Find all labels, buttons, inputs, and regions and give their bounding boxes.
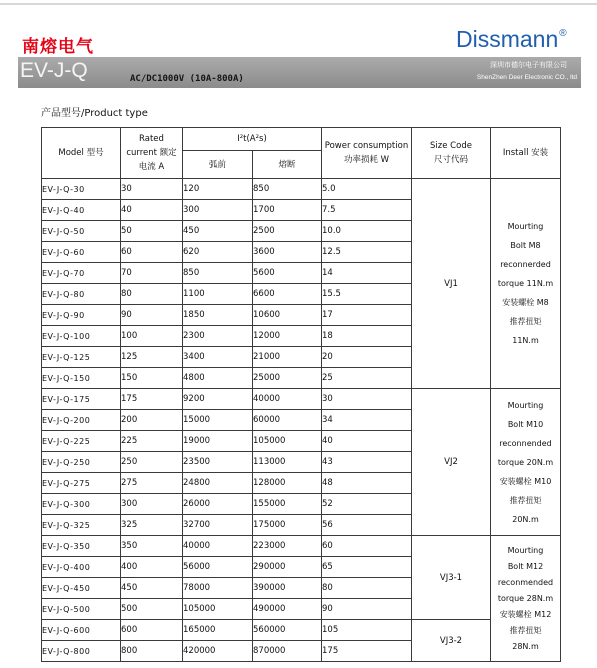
- header-rated-line: 电流 A: [138, 162, 165, 172]
- cell-model: EV-J-Q-100: [42, 326, 121, 347]
- install-note-line: 推荐扭矩: [509, 317, 542, 326]
- install-note-line: torque 11N.m: [497, 279, 554, 288]
- cell-rated: 100: [121, 326, 183, 347]
- cell-power: 12.5: [322, 242, 412, 263]
- cell-pre-arc: 1850: [183, 305, 253, 326]
- cell-power: 60: [322, 536, 412, 557]
- header-total-clearing: 熔断: [253, 151, 322, 179]
- cell-pre-arc: 300: [183, 200, 253, 221]
- cell-model: EV-J-Q-400: [42, 557, 121, 578]
- product-type-table: [41, 127, 561, 662]
- install-note-line: 28N.m: [512, 641, 539, 651]
- cell-model: EV-J-Q-40: [42, 200, 121, 221]
- cell-power: 34: [322, 410, 412, 431]
- cell-total: 560000: [253, 620, 322, 641]
- cell-pre-arc: 165000: [183, 620, 253, 641]
- header-rated-line: Rated: [139, 134, 164, 144]
- cell-power: 15.5: [322, 284, 412, 305]
- cell-size-code: VJ2: [412, 389, 491, 536]
- install-note-line: Mourting: [507, 222, 544, 231]
- cell-power: 17: [322, 305, 412, 326]
- cell-pre-arc: 105000: [183, 599, 253, 620]
- cell-pre-arc: 450: [183, 221, 253, 242]
- cell-size-code: VJ1: [412, 179, 491, 389]
- cell-power: 65: [322, 557, 412, 578]
- company-name-chinese: 深圳市德尔电子有限公司: [490, 61, 567, 69]
- header-power-line: Power consumption: [324, 141, 409, 151]
- cell-power: 40: [322, 431, 412, 452]
- cell-power: 80: [322, 578, 412, 599]
- header-power-line: 功率损耗 W: [343, 155, 390, 165]
- cell-rated: 150: [121, 368, 183, 389]
- table-row: [42, 620, 561, 641]
- header-size-code: [412, 128, 491, 179]
- cell-power: 90: [322, 599, 412, 620]
- cell-install-note: [491, 389, 561, 536]
- cell-rated: 300: [121, 494, 183, 515]
- cell-rated: 125: [121, 347, 183, 368]
- cell-power: 7.5: [322, 200, 412, 221]
- cell-rated: 40: [121, 200, 183, 221]
- cell-total: 2500: [253, 221, 322, 242]
- cell-pre-arc: 24800: [183, 473, 253, 494]
- cell-model: EV-J-Q-350: [42, 536, 121, 557]
- cell-rated: 350: [121, 536, 183, 557]
- header-install: Install 安装: [491, 128, 561, 179]
- cell-power: 25: [322, 368, 412, 389]
- cell-total: 490000: [253, 599, 322, 620]
- cell-model: EV-J-Q-500: [42, 599, 121, 620]
- cell-rated: 200: [121, 410, 183, 431]
- brand-name-chinese: 南熔电气: [22, 37, 94, 57]
- header-i2t: I²t(A²s): [183, 128, 322, 151]
- cell-total: 3600: [253, 242, 322, 263]
- cell-model: EV-J-Q-150: [42, 368, 121, 389]
- cell-power: 18: [322, 326, 412, 347]
- install-note-line: Mourting: [507, 400, 544, 410]
- cell-power: 30: [322, 389, 412, 410]
- cell-rated: 225: [121, 431, 183, 452]
- cell-pre-arc: 56000: [183, 557, 253, 578]
- header-rated-current: [121, 128, 183, 179]
- cell-total: 390000: [253, 578, 322, 599]
- cell-total: 21000: [253, 347, 322, 368]
- cell-total: 40000: [253, 389, 322, 410]
- cell-install-note: [491, 536, 561, 662]
- table-row: [42, 536, 561, 557]
- header-power-consumption: [322, 128, 412, 179]
- cell-rated: 400: [121, 557, 183, 578]
- install-note-line: 11N.m: [512, 336, 539, 345]
- cell-model: EV-J-Q-90: [42, 305, 121, 326]
- cell-power: 56: [322, 515, 412, 536]
- cell-rated: 500: [121, 599, 183, 620]
- section-title: 产品型号/Product type: [41, 108, 148, 119]
- cell-pre-arc: 19000: [183, 431, 253, 452]
- cell-power: 52: [322, 494, 412, 515]
- install-note-line: Bolt M8: [510, 241, 541, 250]
- install-note-line: 安装螺栓 M8: [502, 298, 549, 307]
- cell-total: 223000: [253, 536, 322, 557]
- install-note-line: reconmended: [497, 577, 554, 587]
- header-size-line: 尺寸代码: [433, 155, 468, 165]
- cell-total: 25000: [253, 368, 322, 389]
- cell-power: 10.0: [322, 221, 412, 242]
- cell-rated: 325: [121, 515, 183, 536]
- cell-model: EV-J-Q-200: [42, 410, 121, 431]
- registered-mark: ®: [559, 28, 567, 39]
- install-note-line: reconnended: [499, 438, 552, 448]
- cell-rated: 450: [121, 578, 183, 599]
- install-note-line: torque 20N.m: [497, 457, 554, 467]
- cell-total: 850: [253, 179, 322, 200]
- voltage-current-rating: AC/DC1000V (10A-800A): [130, 74, 244, 84]
- cell-model: EV-J-Q-175: [42, 389, 121, 410]
- cell-model: EV-J-Q-70: [42, 263, 121, 284]
- install-note-line: 安装螺栓 M12: [499, 609, 552, 619]
- cell-total: 12000: [253, 326, 322, 347]
- cell-model: EV-J-Q-800: [42, 641, 121, 662]
- cell-pre-arc: 4800: [183, 368, 253, 389]
- install-note-line: 推荐扭矩: [509, 495, 542, 505]
- header-rated-line: current 额定: [126, 148, 177, 158]
- cell-total: 60000: [253, 410, 322, 431]
- product-series-code: EV-J-Q: [20, 59, 88, 82]
- cell-model: EV-J-Q-600: [42, 620, 121, 641]
- cell-pre-arc: 9200: [183, 389, 253, 410]
- cell-model: EV-J-Q-250: [42, 452, 121, 473]
- install-note-line: torque 28N.m: [497, 593, 554, 603]
- cell-rated: 70: [121, 263, 183, 284]
- cell-pre-arc: 2300: [183, 326, 253, 347]
- cell-power: 14: [322, 263, 412, 284]
- top-divider: [0, 3, 597, 5]
- table-row: [42, 389, 561, 410]
- cell-pre-arc: 32700: [183, 515, 253, 536]
- cell-model: EV-J-Q-325: [42, 515, 121, 536]
- header-pre-arcing: 弧前: [183, 151, 253, 179]
- cell-total: 128000: [253, 473, 322, 494]
- cell-model: EV-J-Q-225: [42, 431, 121, 452]
- install-note-line: Mourting: [507, 545, 544, 555]
- cell-rated: 90: [121, 305, 183, 326]
- cell-model: EV-J-Q-60: [42, 242, 121, 263]
- table-body: [42, 179, 561, 662]
- cell-total: 155000: [253, 494, 322, 515]
- install-note-line: Bolt M12: [507, 561, 544, 571]
- cell-rated: 175: [121, 389, 183, 410]
- cell-install-note: [491, 179, 561, 389]
- install-note-line: 20N.m: [512, 514, 539, 524]
- cell-model: EV-J-Q-300: [42, 494, 121, 515]
- cell-model: EV-J-Q-275: [42, 473, 121, 494]
- cell-total: 10600: [253, 305, 322, 326]
- cell-power: 5.0: [322, 179, 412, 200]
- cell-power: 105: [322, 620, 412, 641]
- cell-pre-arc: 15000: [183, 410, 253, 431]
- header-size-line: Size Code: [430, 141, 472, 151]
- cell-rated: 80: [121, 284, 183, 305]
- cell-pre-arc: 850: [183, 263, 253, 284]
- product-banner: [18, 57, 581, 88]
- cell-power: 43: [322, 452, 412, 473]
- cell-total: 105000: [253, 431, 322, 452]
- cell-size-code: VJ3-1: [412, 536, 491, 620]
- cell-size-code: VJ3-2: [412, 620, 491, 662]
- cell-rated: 250: [121, 452, 183, 473]
- cell-model: EV-J-Q-125: [42, 347, 121, 368]
- brand-logo: [456, 26, 567, 53]
- cell-pre-arc: 78000: [183, 578, 253, 599]
- cell-total: 870000: [253, 641, 322, 662]
- install-note-line: 安装螺栓 M10: [499, 476, 552, 486]
- cell-rated: 600: [121, 620, 183, 641]
- cell-rated: 50: [121, 221, 183, 242]
- cell-model: EV-J-Q-450: [42, 578, 121, 599]
- cell-total: 6600: [253, 284, 322, 305]
- company-name-english: ShenZhen Deer Electronic CO., ltd: [476, 74, 577, 81]
- install-note-line: 推荐扭矩: [509, 625, 542, 635]
- install-note-line: reconnerded: [500, 260, 551, 269]
- cell-model: EV-J-Q-30: [42, 179, 121, 200]
- cell-total: 5600: [253, 263, 322, 284]
- cell-total: 290000: [253, 557, 322, 578]
- cell-rated: 60: [121, 242, 183, 263]
- cell-rated: 800: [121, 641, 183, 662]
- install-note-line: Bolt M10: [507, 419, 544, 429]
- cell-power: 20: [322, 347, 412, 368]
- cell-pre-arc: 620: [183, 242, 253, 263]
- cell-rated: 275: [121, 473, 183, 494]
- brand-name-english: Dissmann: [456, 26, 559, 52]
- cell-pre-arc: 23500: [183, 452, 253, 473]
- cell-total: 1700: [253, 200, 322, 221]
- cell-pre-arc: 3400: [183, 347, 253, 368]
- cell-total: 113000: [253, 452, 322, 473]
- cell-power: 48: [322, 473, 412, 494]
- table-row: [42, 179, 561, 200]
- cell-pre-arc: 26000: [183, 494, 253, 515]
- cell-pre-arc: 420000: [183, 641, 253, 662]
- cell-pre-arc: 1100: [183, 284, 253, 305]
- cell-rated: 30: [121, 179, 183, 200]
- cell-total: 175000: [253, 515, 322, 536]
- cell-model: EV-J-Q-80: [42, 284, 121, 305]
- header-model: Model 型号: [42, 128, 121, 179]
- cell-model: EV-J-Q-50: [42, 221, 121, 242]
- cell-pre-arc: 120: [183, 179, 253, 200]
- cell-power: 175: [322, 641, 412, 662]
- cell-pre-arc: 40000: [183, 536, 253, 557]
